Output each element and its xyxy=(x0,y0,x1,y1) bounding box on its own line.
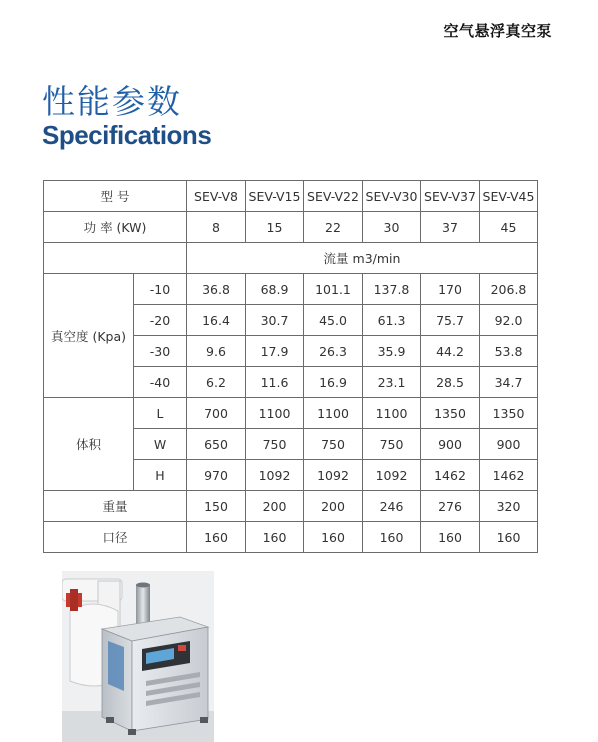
bore-label: 口径 xyxy=(44,522,187,553)
bore-cell: 160 xyxy=(421,522,480,553)
flow-cell: 11.6 xyxy=(246,367,304,398)
flow-blank-cell xyxy=(44,243,187,274)
flow-cell: 206.8 xyxy=(480,274,538,305)
flow-cell: 17.9 xyxy=(246,336,304,367)
flow-cell: 26.3 xyxy=(304,336,363,367)
bore-cell: 160 xyxy=(304,522,363,553)
vacuum-row xyxy=(44,274,538,305)
model-cell: SEV-V15 xyxy=(246,181,304,212)
flow-cell: 75.7 xyxy=(421,305,480,336)
volume-cell: 1092 xyxy=(246,460,304,491)
vacuum-level: -20 xyxy=(134,305,187,336)
power-cell: 8 xyxy=(187,212,246,243)
bore-cell: 160 xyxy=(480,522,538,553)
flow-cell: 36.8 xyxy=(187,274,246,305)
volume-cell: 1092 xyxy=(363,460,421,491)
volume-cell: 900 xyxy=(421,429,480,460)
flow-cell: 45.0 xyxy=(304,305,363,336)
power-cell: 45 xyxy=(480,212,538,243)
volume-cell: 1462 xyxy=(421,460,480,491)
volume-dim: L xyxy=(134,398,187,429)
bore-cell: 160 xyxy=(246,522,304,553)
product-name: 空气悬浮真空泵 xyxy=(443,22,552,40)
bore-row xyxy=(44,522,538,553)
volume-cell: 1100 xyxy=(246,398,304,429)
flow-cell: 61.3 xyxy=(363,305,421,336)
page-title-en: Specifications xyxy=(42,120,212,150)
model-cell: SEV-V8 xyxy=(187,181,246,212)
flow-cell: 16.4 xyxy=(187,305,246,336)
volume-dim: H xyxy=(134,460,187,491)
volume-cell: 1100 xyxy=(363,398,421,429)
flow-header-row xyxy=(44,243,538,274)
volume-dim: W xyxy=(134,429,187,460)
power-label: 功 率 (KW) xyxy=(44,212,187,243)
model-label: 型 号 xyxy=(44,181,187,212)
weight-cell: 150 xyxy=(187,491,246,522)
power-cell: 15 xyxy=(246,212,304,243)
flow-cell: 9.6 xyxy=(187,336,246,367)
weight-label: 重量 xyxy=(44,491,187,522)
bore-cell: 160 xyxy=(187,522,246,553)
power-row xyxy=(44,212,538,243)
volume-cell: 1350 xyxy=(480,398,538,429)
vacuum-label: 真空度 (Kpa) xyxy=(44,274,134,398)
model-row xyxy=(44,181,538,212)
flow-cell: 44.2 xyxy=(421,336,480,367)
weight-cell: 276 xyxy=(421,491,480,522)
volume-cell: 750 xyxy=(304,429,363,460)
weight-cell: 200 xyxy=(246,491,304,522)
weight-cell: 200 xyxy=(304,491,363,522)
flow-cell: 170 xyxy=(421,274,480,305)
flow-cell: 6.2 xyxy=(187,367,246,398)
flow-cell: 23.1 xyxy=(363,367,421,398)
volume-cell: 1462 xyxy=(480,460,538,491)
flow-cell: 137.8 xyxy=(363,274,421,305)
bore-cell: 160 xyxy=(363,522,421,553)
volume-cell: 900 xyxy=(480,429,538,460)
volume-label: 体积 xyxy=(44,398,134,491)
volume-cell: 1092 xyxy=(304,460,363,491)
volume-cell: 1100 xyxy=(304,398,363,429)
flow-label: 流量 m3/min xyxy=(187,243,538,274)
volume-cell: 650 xyxy=(187,429,246,460)
volume-cell: 970 xyxy=(187,460,246,491)
flow-cell: 30.7 xyxy=(246,305,304,336)
product-photo xyxy=(62,571,214,742)
power-cell: 30 xyxy=(363,212,421,243)
specifications-table xyxy=(43,180,538,553)
power-cell: 22 xyxy=(304,212,363,243)
flow-cell: 53.8 xyxy=(480,336,538,367)
model-cell: SEV-V37 xyxy=(421,181,480,212)
vacuum-level: -40 xyxy=(134,367,187,398)
page-title-cn: 性能参数 xyxy=(42,82,182,121)
flow-cell: 68.9 xyxy=(246,274,304,305)
vacuum-pump-illustration xyxy=(62,571,214,742)
model-cell: SEV-V30 xyxy=(363,181,421,212)
volume-row xyxy=(44,398,538,429)
vacuum-level: -30 xyxy=(134,336,187,367)
weight-cell: 246 xyxy=(363,491,421,522)
vacuum-level: -10 xyxy=(134,274,187,305)
flow-cell: 34.7 xyxy=(480,367,538,398)
flow-cell: 16.9 xyxy=(304,367,363,398)
volume-cell: 750 xyxy=(363,429,421,460)
power-cell: 37 xyxy=(421,212,480,243)
model-cell: SEV-V22 xyxy=(304,181,363,212)
flow-cell: 101.1 xyxy=(304,274,363,305)
volume-cell: 1350 xyxy=(421,398,480,429)
flow-cell: 28.5 xyxy=(421,367,480,398)
flow-cell: 92.0 xyxy=(480,305,538,336)
weight-row xyxy=(44,491,538,522)
flow-cell: 35.9 xyxy=(363,336,421,367)
weight-cell: 320 xyxy=(480,491,538,522)
volume-cell: 750 xyxy=(246,429,304,460)
model-cell: SEV-V45 xyxy=(480,181,538,212)
volume-cell: 700 xyxy=(187,398,246,429)
